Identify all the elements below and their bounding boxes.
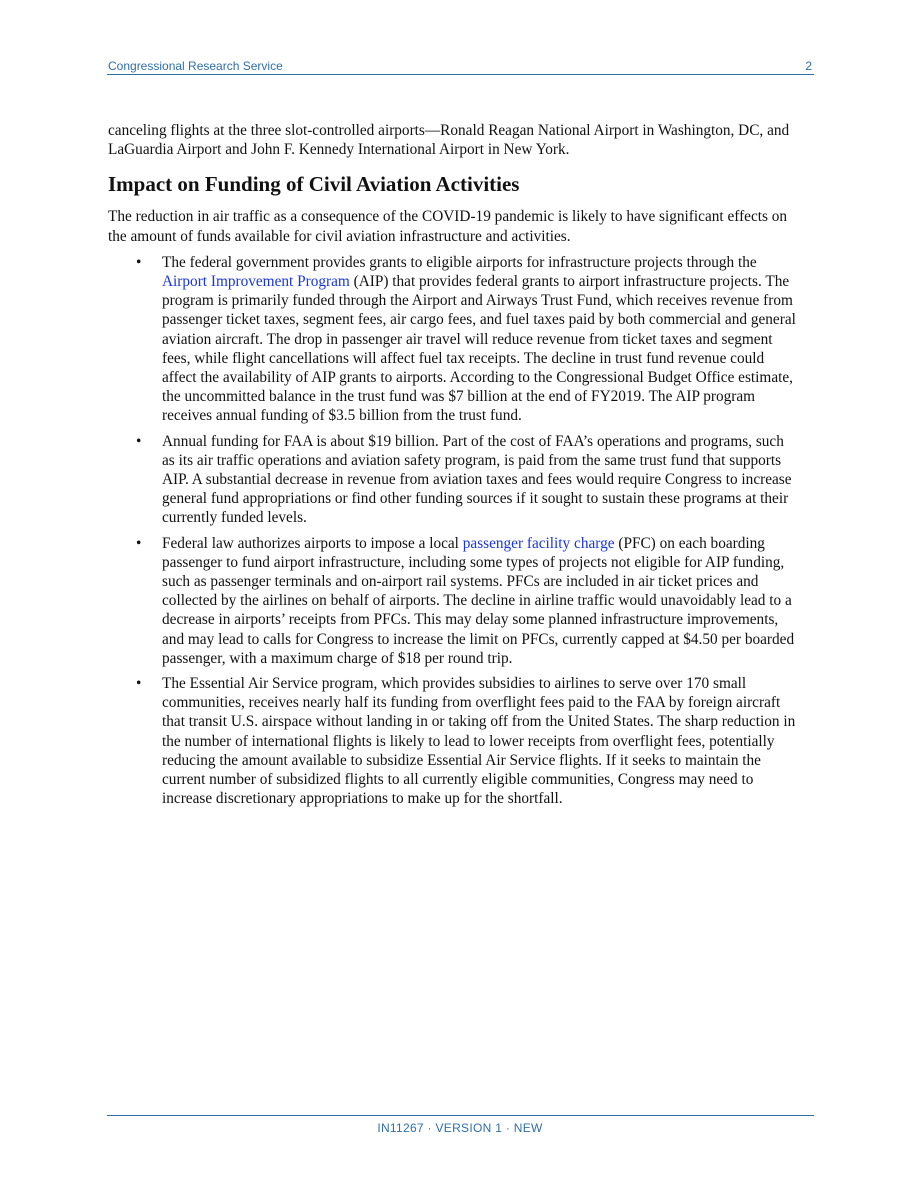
footer-divider [107, 1115, 814, 1116]
bullet-marker: • [136, 432, 142, 450]
bullet-item-aip [108, 253, 798, 426]
bullet-marker: • [136, 675, 142, 693]
section-heading: Impact on Funding of Civil Aviation Activities [108, 172, 520, 197]
bullet-text: Federal law authorizes airports to impose a local [162, 534, 463, 552]
document-body [108, 121, 798, 815]
header-publisher: Congressional Research Service [108, 59, 283, 73]
bullet-text: Annual funding for FAA is about $19 billion. Part of the cost of FAA’s operations and programs, such as its air traffic operations and aviation safety program, is paid from the same trust fund that supports AIP. A substantial decrease in revenue from aviation taxes and fees would require Congress to increase general fund appropriations or find other funding sources if it sought to sustain these programs at their currently funded levels. [162, 432, 792, 527]
page-header [107, 56, 814, 75]
bullet-text: The federal government provides grants to eligible airports for infrastructure projects through the [162, 253, 757, 271]
bullet-item-essential-air-service [108, 674, 798, 808]
bullet-item-faa-funding [108, 432, 798, 528]
airport-improvement-program-link[interactable]: Airport Improvement Program [162, 273, 350, 291]
bullet-list [108, 253, 798, 809]
bullet-text: The Essential Air Service program, which provides subsidies to airlines to serve over 170 small communities, receives nearly half its funding from overflight fees paid to the FAA by foreign aircraft that transit U.S. airspace without landing in or taking off from the United States. The sharp reduction in the number of international flights is likely to lead to lower receipts from overflight fees, potentially reducing the amount available to subsidize Essential Air Service flights. If it seeks to maintain the current number of subsidized flights to all currently eligible communities, Congress may need to increase discretionary appropriations to make up for the shortfall. [162, 675, 796, 808]
page-number: 2 [805, 59, 812, 73]
bullet-marker: • [136, 534, 142, 552]
bullet-text: (AIP) that provides federal grants to airport infrastructure projects. The program is primarily funded through the Airport and Airways Trust Fund, which receives revenue from passenger ticket taxes, segment fees, air cargo fees, and fuel taxes paid by both commercial and general aviation aircraft. The drop in passenger air travel will reduce revenue from ticket taxes and segment fees, while flight cancellations will affect fuel tax receipts. The decline in trust fund revenue could affect the availability of AIP grants to airports. According to the Congressional Budget Office estimate, the uncommitted balance in the trust fund was $7 billion at the end of FY2019. The AIP program receives annual funding of $3.5 billion from the trust fund. [162, 273, 796, 425]
passenger-facility-charge-link[interactable]: passenger facility charge [462, 534, 615, 552]
intro-paragraph: The reduction in air traffic as a consequence of the COVID-19 pandemic is likely to have significant effects on the amount of funds available for civil aviation infrastructure and activities. [108, 208, 788, 245]
continuation-paragraph: canceling flights at the three slot-controlled airports—Ronald Reagan National Airport in Washington, DC, and LaGuardia Airport and John F. Kennedy International Airport in New York. [108, 122, 790, 159]
bullet-marker: • [136, 253, 142, 271]
bullet-item-pfc [108, 534, 798, 668]
page-footer: IN11267 · VERSION 1 · NEW [377, 1121, 543, 1135]
bullet-text: (PFC) on each boarding passenger to fund airport infrastructure, including some types of projects not eligible for AIP funding, such as passenger terminals and on-airport rail systems. PFCs are included in air ticket prices and collected by the airlines on behalf of airports. The decline in airline traffic would unavoidably lead to a decrease in airports’ receipts from PFCs. This may delay some planned infrastructure improvements, and may lead to calls for Congress to increase the limit on PFCs, currently capped at $4.50 per boarded passenger, with a maximum charge of $18 per round trip. [162, 534, 795, 667]
